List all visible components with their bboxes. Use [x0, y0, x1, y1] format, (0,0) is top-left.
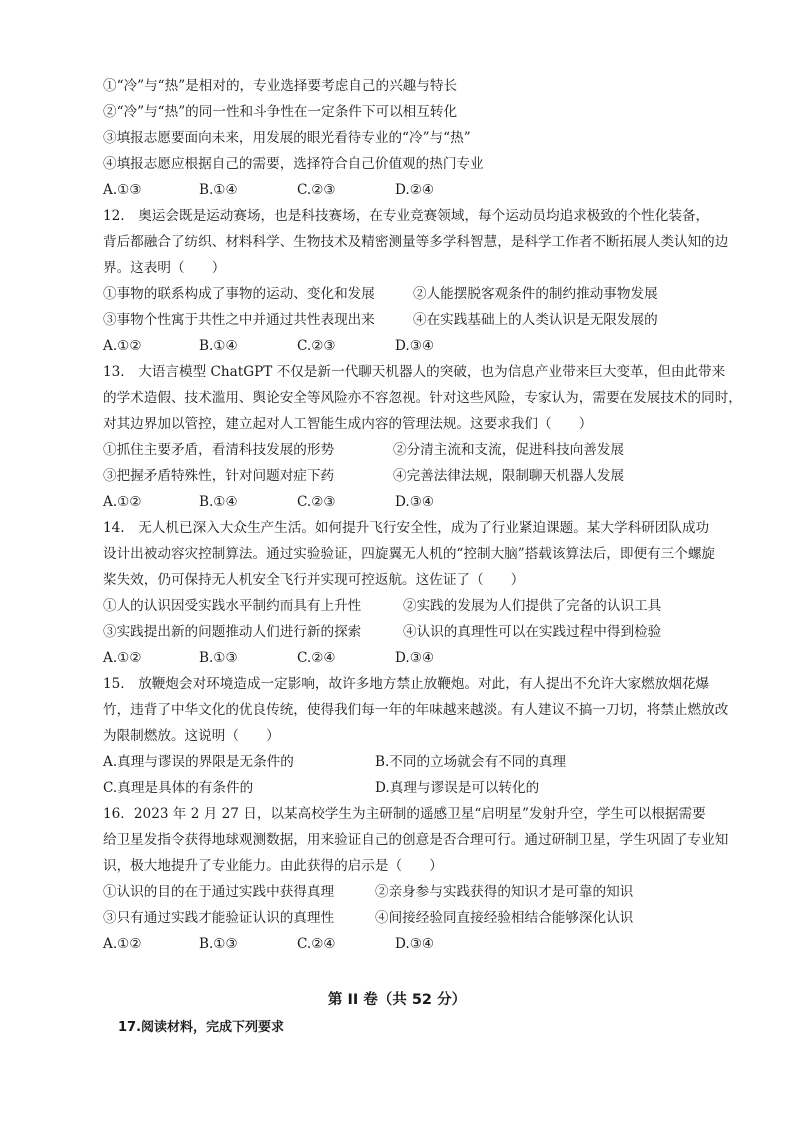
q13-stem-line-2: 的学术造假、技术滥用、舆论安全等风险亦不容忽视。针对这些风险，专家认为，需要在发展技术的同时，: [103, 390, 742, 406]
q13-statement-3: ③把握矛盾特殊性，针对问题对症下药: [103, 468, 335, 484]
q17-title: 17.阅读材料，完成下列要求: [118, 1020, 285, 1035]
q12-statement-1: ①事物的联系构成了事物的运动、变化和发展: [103, 286, 375, 302]
q13-stem-line-3: 对其边界加以管控，建立起对人工智能生成内容的管理法规。这要求我们（ ）: [103, 416, 593, 432]
q12-statement-3: ③事物个性寓于共性之中并通过共性表现出来: [103, 312, 375, 328]
q15-stem-line-3: 为限制燃放。这说明（ ）: [103, 728, 280, 744]
q14-stem-line-2: 设计出被动容灾控制算法。通过实验验证，四旋翼无人机的“控制大脑”搭载该算法后，即便有三个螺旋: [103, 546, 716, 562]
q15-option-c: C.真理是具体的有条件的: [103, 780, 254, 796]
q16-statement-3: ③只有通过实践才能验证认识的真理性: [103, 910, 335, 926]
q13-option-d: D.③④: [395, 494, 435, 510]
q11-statement-1: ①“冷”与“热”是相对的，专业选择要考虑自己的兴趣与特长: [103, 78, 458, 94]
q13-option-b: B.①④: [199, 494, 238, 510]
q14-statement-4: ④认识的真理性可以在实践过程中得到检验: [403, 624, 662, 640]
q13-statement-1: ①抓住主要矛盾，看清科技发展的形势: [103, 442, 335, 458]
q15-option-b: B.不同的立场就会有不同的真理: [375, 754, 567, 770]
q12-statement-4: ④在实践基础上的人类认识是无限发展的: [413, 312, 658, 328]
q12-stem-line-3: 界。这表明（ ）: [103, 260, 226, 276]
q11-option-c: C.②③: [297, 182, 336, 198]
q11-option-b: B.①④: [199, 182, 238, 198]
q11-option-a: A.①③: [103, 182, 142, 198]
q15-option-d: D.真理与谬误是可以转化的: [375, 780, 540, 796]
q16-statement-2: ②亲身参与实践获得的知识才是可靠的知识: [375, 884, 634, 900]
section-title: 第 II 卷（共 52 分）: [327, 992, 467, 1008]
q14-statement-2: ②实践的发展为人们提供了完备的认识工具: [403, 598, 662, 614]
q16-statement-4: ④间接经验同直接经验相结合能够深化认识: [375, 910, 634, 926]
q14-option-c: C.②④: [297, 650, 336, 666]
q13-option-a: A.①②: [103, 494, 142, 510]
q14-statement-3: ③实践提出新的问题推动人们进行新的探索: [103, 624, 362, 640]
q16-option-c: C.②④: [297, 936, 336, 952]
q12-statement-2: ②人能摆脱客观条件的制约推动事物发展: [413, 286, 658, 302]
q16-stem-line-1: 16．2023 年 2 月 27 日，以某高校学生为主研制的遥感卫星“启明星”发射升空，学生可以根据需要: [103, 806, 706, 822]
q15-option-a: A.真理与谬误的界限是无条件的: [103, 754, 294, 770]
q14-statement-1: ①人的认识因受实践水平制约而具有上升性: [103, 598, 362, 614]
q16-option-a: A.①②: [103, 936, 142, 952]
q13-statement-4: ④完善法律法规，限制聊天机器人发展: [393, 468, 625, 484]
q16-option-b: B.①③: [199, 936, 238, 952]
q14-stem-line-3: 桨失效，仍可保持无人机安全飞行并实现可控返航。这佐证了（ ）: [103, 572, 525, 588]
q16-stem-line-3: 识，极大地提升了专业能力。由此获得的启示是（ ）: [103, 858, 443, 874]
q11-statement-3: ③填报志愿要面向未来，用发展的眼光看待专业的“冷”与“热”: [103, 130, 471, 146]
q11-statement-4: ④填报志愿应根据自己的需要，选择符合自己价值观的热门专业: [103, 156, 484, 172]
q14-option-a: A.①②: [103, 650, 142, 666]
q14-stem-line-1: 14. 无人机已深入大众生产生活。如何提升飞行安全性，成为了行业紧迫课题。某大学科研团队成功: [103, 520, 710, 536]
q14-option-d: D.③④: [395, 650, 435, 666]
q16-option-d: D.③④: [395, 936, 435, 952]
q16-statement-1: ①认识的目的在于通过实践中获得真理: [103, 884, 335, 900]
q13-stem-line-1: 13. 大语言模型 ChatGPT 不仅是新一代聊天机器人的突破，也为信息产业带来巨大变革，但由此带来: [103, 364, 726, 380]
q12-option-c: C.②③: [297, 338, 336, 354]
q16-stem-line-2: 给卫星发指令获得地球观测数据，用来验证自己的创意是否合理可行。通过研制卫星，学生巩固了专业知: [103, 832, 729, 848]
q11-option-d: D.②④: [395, 182, 435, 198]
q14-option-b: B.①③: [199, 650, 238, 666]
q15-stem-line-2: 竹，违背了中华文化的优良传统，使得我们每一年的年味越来越淡。有人建议不搞一刀切，将禁止燃放改: [103, 702, 729, 718]
q11-statement-2: ②“冷”与“热”的同一性和斗争性在一定条件下可以相互转化: [103, 104, 458, 120]
q12-stem-line-2: 背后都融合了纺织、材料科学、生物技术及精密测量等多学科智慧，是科学工作者不断拓展人类认知的边: [103, 234, 729, 250]
q12-option-d: D.③④: [395, 338, 435, 354]
q12-option-a: A.①②: [103, 338, 142, 354]
q15-stem-line-1: 15. 放鞭炮会对环境造成一定影响，故许多地方禁止放鞭炮。对此，有人提出不允许大家燃放烟花爆: [103, 676, 710, 692]
q12-option-b: B.①④: [199, 338, 238, 354]
q12-stem-line-1: 12. 奥运会既是运动赛场，也是科技赛场，在专业竞赛领域，每个运动员均追求极致的个性化装备，: [103, 208, 710, 224]
q13-statement-2: ②分清主流和支流，促进科技向善发展: [393, 442, 625, 458]
q13-option-c: C.②③: [297, 494, 336, 510]
